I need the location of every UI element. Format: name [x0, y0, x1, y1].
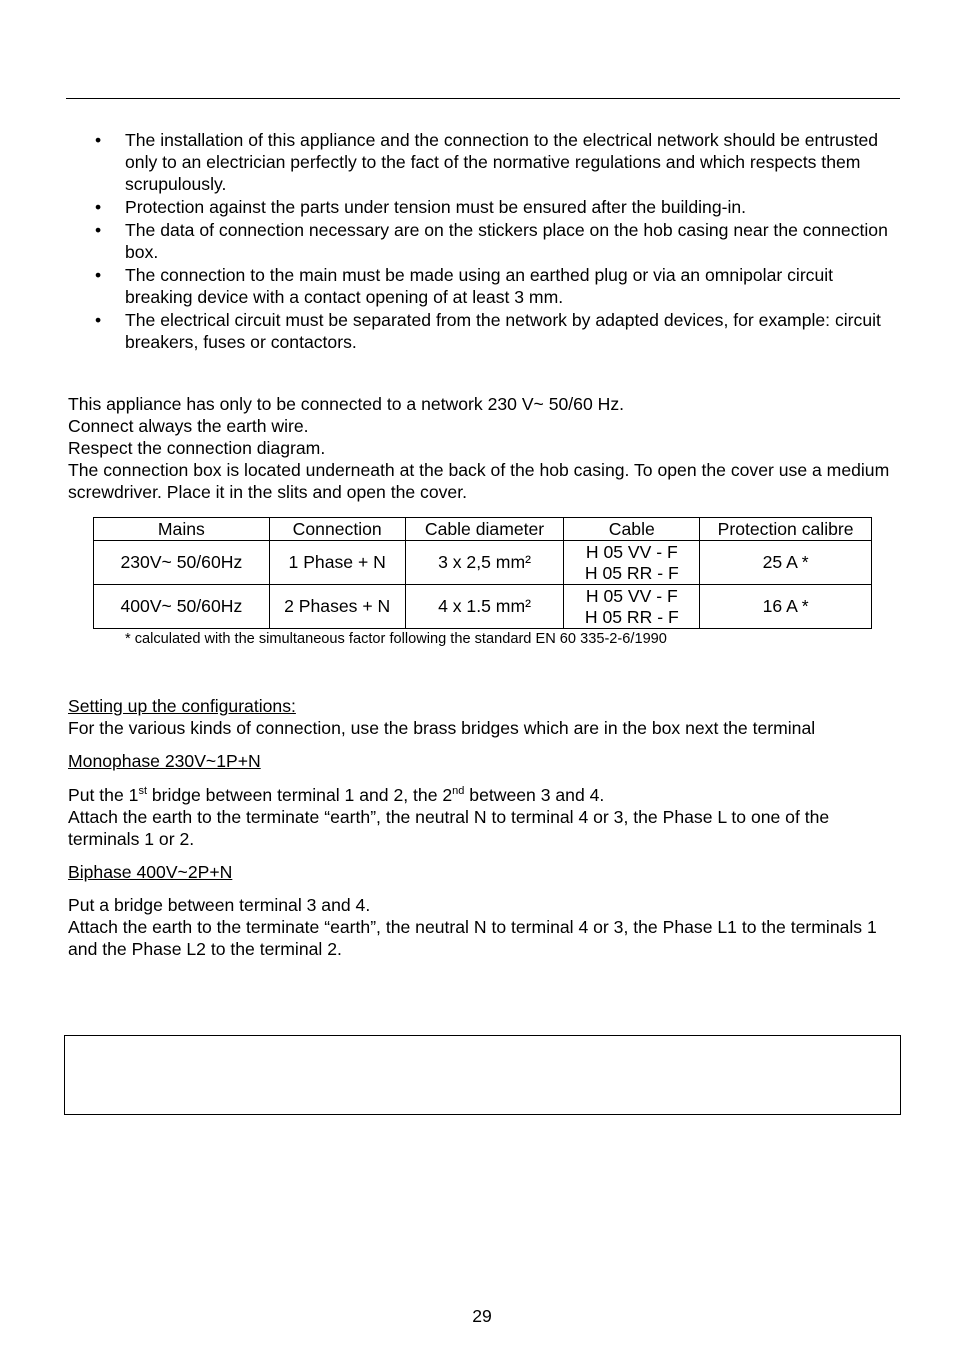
biphase-attach-text: Attach the earth to the terminate “earth”, the neutral N to terminal 4 or 3, the Phase L1 to the terminals 1 and the Phase L2 to the terminal 2.: [68, 917, 877, 959]
config-text: For the various kinds of connection, use the brass bridges which are in the box next the terminal: [68, 718, 816, 738]
empty-frame-box: [64, 1035, 901, 1115]
protection-cell: 25 A *: [700, 541, 872, 585]
intro-line: This appliance has only to be connected to a network 230 V~ 50/60 Hz.: [68, 394, 625, 414]
bullet-item: • The electrical circuit must be separated from the network by adapted devices, for example: circuit breakers, fuses or contactors.: [90, 309, 902, 353]
cable-cell: [564, 585, 700, 629]
biphase-heading-text: Biphase 400V~2P+N: [68, 862, 233, 882]
text-run: Put the 1: [68, 785, 139, 805]
table-footnote: * calculated with the simultaneous factor following the standard EN 60 335-2-6/1990: [125, 631, 667, 647]
cable-type: H 05 RR - F: [584, 562, 679, 583]
protection-cell: 16 A *: [700, 585, 872, 629]
table-header-row: [94, 518, 872, 541]
biphase-section: [68, 894, 904, 960]
connection-cell: 2 Phases + N: [269, 585, 405, 629]
safety-bullet-list: [90, 129, 902, 354]
text-run: bridge between terminal 1 and 2, the 2: [147, 785, 453, 805]
diameter-cell: 4 x 1.5 mm²: [405, 585, 564, 629]
page-number: 29: [472, 1306, 492, 1326]
connection-cell: 1 Phase + N: [269, 541, 405, 585]
column-header: Protection calibre: [700, 518, 872, 541]
cable-type: H 05 RR - F: [584, 606, 679, 627]
config-heading: Setting up the configurations:: [68, 696, 296, 716]
intro-line: Respect the connection diagram.: [68, 438, 326, 458]
superscript: nd: [452, 785, 465, 797]
intro-paragraph: [68, 393, 904, 503]
connection-table: [93, 517, 872, 629]
cable-cell: [564, 541, 700, 585]
diameter-cell: 3 x 2,5 mm²: [405, 541, 564, 585]
bullet-item: • The installation of this appliance and the connection to the electrical network should be entrusted only to an electrician perfectly to the fact of the normative regulations and which respects them scrupulously.: [90, 129, 902, 195]
column-header: Mains: [94, 518, 270, 541]
bullet-item: • The connection to the main must be made using an earthed plug or via an omnipolar circuit breaking device with a contact opening of at least 3 mm.: [90, 264, 902, 308]
intro-line: Connect always the earth wire.: [68, 416, 309, 436]
monophase-heading-text: Monophase 230V~1P+N: [68, 751, 261, 771]
mains-cell: 230V~ 50/60Hz: [94, 541, 270, 585]
column-header: Cable diameter: [405, 518, 564, 541]
header-rule: [66, 98, 900, 99]
monophase-heading: [68, 750, 904, 772]
mains-cell: 400V~ 50/60Hz: [94, 585, 270, 629]
bullet-item: • The data of connection necessary are on the stickers place on the hob casing near the connection box.: [90, 219, 902, 263]
table-row: [94, 585, 872, 629]
monophase-section: [68, 784, 904, 850]
cable-type: H 05 VV - F: [585, 585, 678, 606]
cable-type: H 05 VV - F: [585, 541, 678, 562]
table-row: [94, 541, 872, 585]
superscript: st: [138, 785, 147, 797]
biphase-heading: [68, 861, 904, 883]
text-run: between 3 and 4.: [464, 785, 605, 805]
config-section: [68, 695, 904, 739]
monophase-attach-text: Attach the earth to the terminate “earth”, the neutral N to terminal 4 or 3, the Phase L to one of the terminals 1 or 2.: [68, 807, 830, 849]
biphase-bridge-text: Put a bridge between terminal 3 and 4.: [68, 895, 371, 915]
column-header: Cable: [564, 518, 700, 541]
bullet-item: • Protection against the parts under tension must be ensured after the building-in.: [90, 196, 902, 218]
intro-line: The connection box is located underneath at the back of the hob casing. To open the cover use a medium screwdriver. Place it in the slits and open the cover.: [68, 460, 890, 502]
column-header: Connection: [269, 518, 405, 541]
monophase-bridge-text: [68, 784, 904, 806]
